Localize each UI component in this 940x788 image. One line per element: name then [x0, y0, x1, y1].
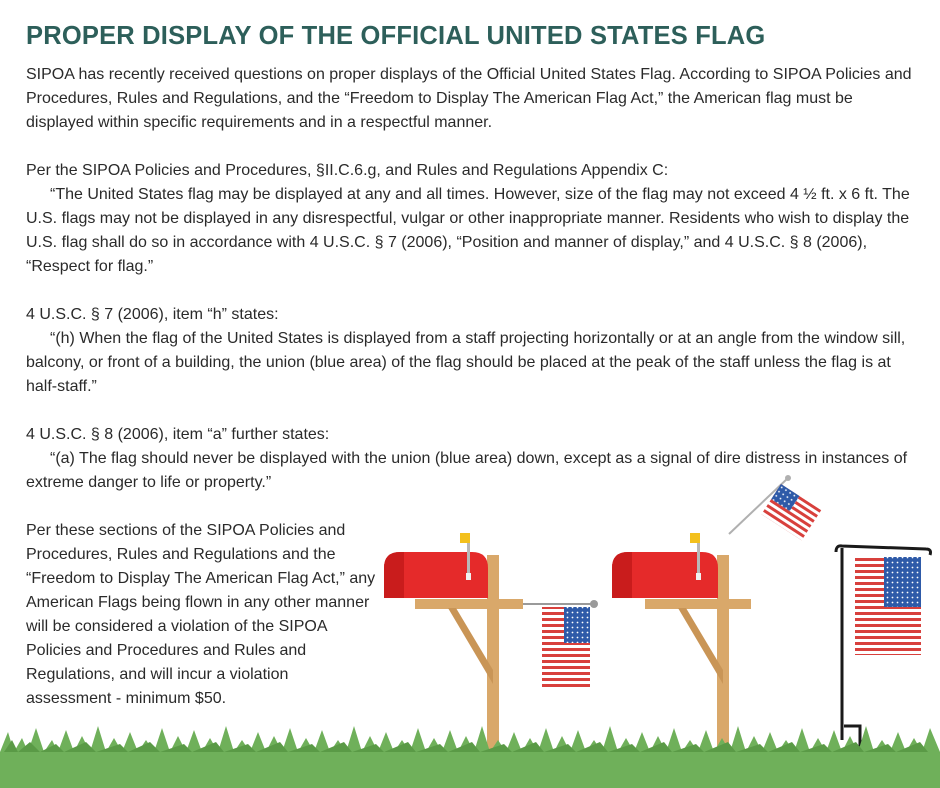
page-title: PROPER DISPLAY OF THE OFFICIAL UNITED STATES FLAG — [26, 22, 766, 50]
section-usc8-quote: “(a) The flag should never be displayed with the union (blue area) down, except as a signal of dire distress in instances of extreme danger to life or property.” — [26, 450, 908, 491]
us-flag-icon — [523, 600, 598, 688]
section-usc8-heading: 4 U.S.C. § 8 (2006), item “a” further states: — [26, 426, 330, 443]
section-usc7 — [26, 303, 916, 399]
section-policy-quote: “The United States flag may be displayed at any and all times. However, size of the flag may not exceed 4 ½ ft. x 6 ft. The U.S. flags may not be displayed in any disrespectful, vulgar or other inappropriate manner. Residents who wish to display the U.S. flag shall do so in accordance with 4 U.S.C. § 7 (2006), “Position and manner of display,” and 4 U.S.C. § 8 (2006), “Respect for flag.” — [26, 186, 910, 275]
section-usc8 — [26, 423, 916, 495]
mailbox-icon — [384, 533, 523, 755]
section-policy-heading: Per the SIPOA Policies and Procedures, §II.C.6.g, and Rules and Regulations Appendix C: — [26, 162, 669, 179]
section-policy — [26, 159, 916, 279]
garden-flag-stand-icon — [836, 546, 931, 748]
section-usc7-quote: “(h) When the flag of the United States is displayed from a staff projecting horizontally or at an angle from the window sill, balcony, or front of a building, the union (blue area) of the flag should be placed at the peak of the staff unless the flag is at half-staff.” — [26, 330, 906, 395]
section-usc7-heading: 4 U.S.C. § 7 (2006), item “h” states: — [26, 306, 279, 323]
grass-icon — [0, 726, 940, 788]
article-body — [26, 63, 916, 495]
mailbox-icon — [612, 533, 751, 755]
conclusion-paragraph: Per these sections of the SIPOA Policies and Procedures, Rules and Regulations and the “Freedom to Display The American Flag Act,” any American Flags being flown in any other manner will be considered a violation of the SIPOA Policies and Procedures and Rules and Regulations, and will incur a violation assessment - minimum $50. — [26, 522, 376, 707]
intro-paragraph: SIPOA has recently received questions on proper displays of the Official United States Flag. According to SIPOA Policies and Procedures, Rules and Regulations, and the “Freedom to Display The American Flag Act,” the American flag must be displayed within specific requirements and in a respectful manner. — [26, 66, 912, 131]
